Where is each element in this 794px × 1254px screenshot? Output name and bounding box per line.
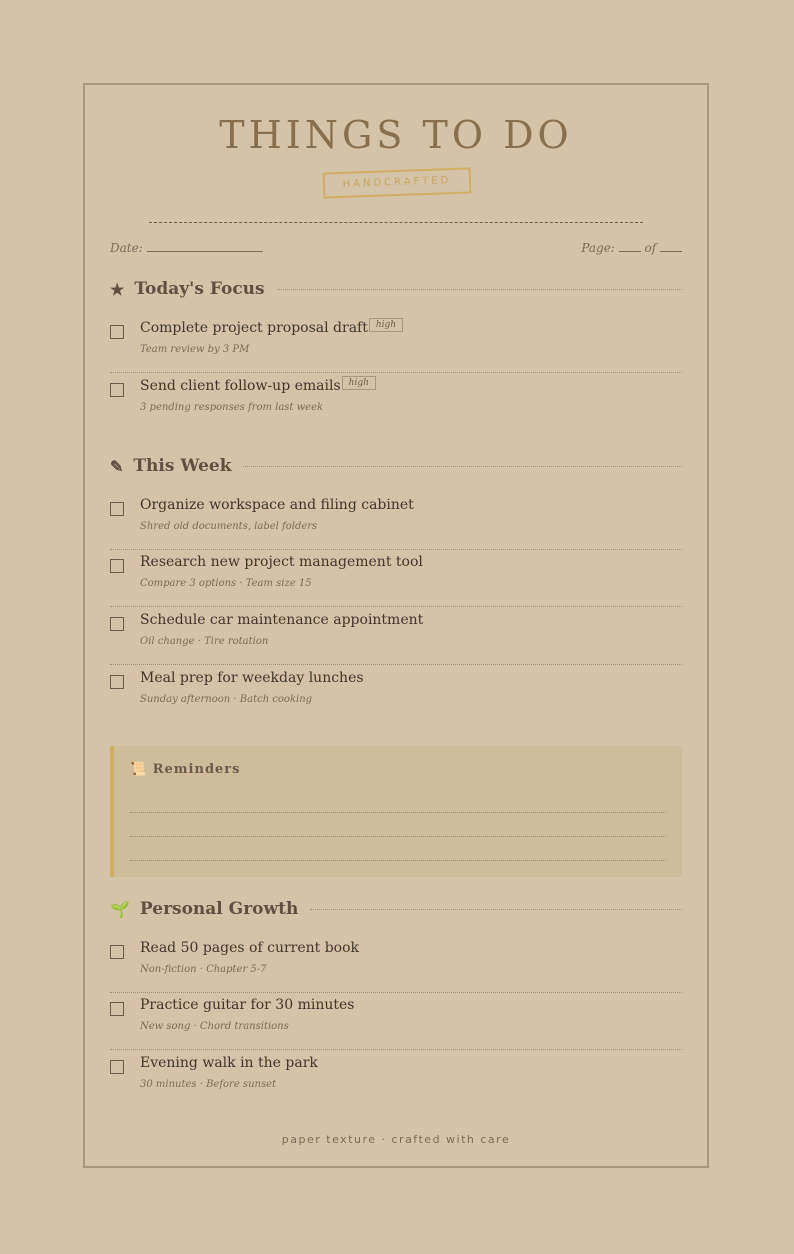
page-field[interactable] <box>581 239 682 255</box>
reminders-header <box>130 762 240 777</box>
task-label: Schedule car maintenance appointment <box>140 612 424 628</box>
date-blank[interactable] <box>147 239 263 252</box>
task-checkbox[interactable] <box>110 502 124 516</box>
footer-text: paper texture · crafted with care <box>281 1133 511 1146</box>
task-label: Evening walk in the park <box>140 1055 318 1071</box>
page-title: THINGS TO DO <box>219 113 573 157</box>
task-note: Sunday afternoon · Batch cooking <box>140 694 313 705</box>
section-today-focus <box>110 279 682 299</box>
seedling-icon: 🌱 <box>110 899 130 919</box>
scroll-icon: 📜 <box>130 762 148 777</box>
task-item <box>110 1050 682 1108</box>
section-rule <box>310 909 682 910</box>
priority-badge: high <box>369 318 403 332</box>
task-note: Oil change · Tire rotation <box>140 636 269 647</box>
section-rule <box>243 466 682 467</box>
task-item <box>110 992 682 1050</box>
section-personal-growth <box>110 899 682 919</box>
task-label: Meal prep for weekday lunches <box>140 670 364 686</box>
task-note: Team review by 3 PM <box>140 344 250 355</box>
section-this-week <box>110 456 682 476</box>
task-item <box>110 607 682 665</box>
task-item <box>110 315 682 373</box>
task-checkbox[interactable] <box>110 325 124 339</box>
reminder-line[interactable] <box>130 860 666 861</box>
page-total-blank[interactable] <box>660 239 682 252</box>
task-checkbox[interactable] <box>110 1002 124 1016</box>
date-field[interactable] <box>110 239 263 255</box>
section-title: Today's Focus <box>134 279 265 299</box>
task-note: New song · Chord transitions <box>140 1021 289 1032</box>
task-note: 30 minutes · Before sunset <box>140 1079 277 1090</box>
task-label: Research new project management tool <box>140 554 423 570</box>
task-checkbox[interactable] <box>110 1060 124 1074</box>
section-rule <box>277 289 682 290</box>
task-note: Non-fiction · Chapter 5-7 <box>140 964 267 975</box>
todo-sheet <box>83 83 709 1168</box>
reminders-box <box>110 746 682 877</box>
page-label: Page: <box>581 241 615 255</box>
task-item <box>110 665 682 723</box>
task-item <box>110 935 682 993</box>
task-note: Shred old documents, label folders <box>140 521 318 532</box>
reminders-title: Reminders <box>152 762 241 777</box>
task-note: 3 pending responses from last week <box>140 402 324 413</box>
task-label: Read 50 pages of current book <box>140 940 360 956</box>
star-icon: ★ <box>110 279 125 299</box>
task-label: Organize workspace and filing cabinet <box>140 497 414 513</box>
task-label: Send client follow-up emails high <box>140 378 376 395</box>
date-label: Date: <box>110 241 143 255</box>
reminder-line[interactable] <box>130 812 666 813</box>
handcrafted-stamp: HANDCRAFTED <box>323 167 472 198</box>
task-item <box>110 549 682 607</box>
task-label: Practice guitar for 30 minutes <box>140 997 355 1013</box>
task-checkbox[interactable] <box>110 383 124 397</box>
of-label: of <box>644 241 657 255</box>
section-title: This Week <box>133 456 232 476</box>
task-note: Compare 3 options · Team size 15 <box>140 578 312 589</box>
priority-badge: high <box>342 376 376 390</box>
section-title: Personal Growth <box>139 899 299 919</box>
task-label: Complete project proposal draft high <box>140 320 403 337</box>
task-checkbox[interactable] <box>110 617 124 631</box>
header-divider <box>149 222 643 223</box>
task-checkbox[interactable] <box>110 675 124 689</box>
task-item <box>110 373 682 431</box>
task-item <box>110 492 682 550</box>
pencil-icon: ✎ <box>110 456 124 476</box>
task-checkbox[interactable] <box>110 945 124 959</box>
reminder-line[interactable] <box>130 836 666 837</box>
page-number-blank[interactable] <box>619 239 641 252</box>
task-checkbox[interactable] <box>110 559 124 573</box>
